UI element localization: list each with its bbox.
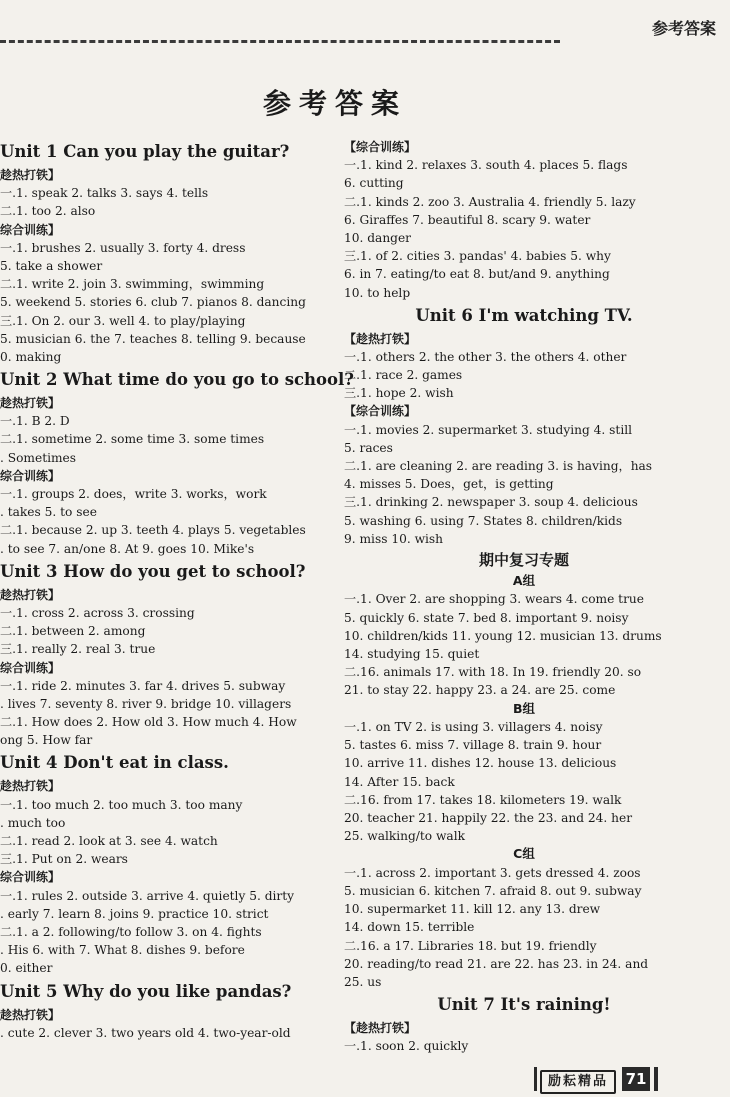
answer-line: 一.1. cross 2. across 3. crossing <box>0 605 195 620</box>
unit-title: Unit 1 Can you play the guitar? <box>0 142 290 161</box>
answer-line: . early 7. learn 8. joins 9. practice 10. strict <box>0 906 269 921</box>
answer-line: 一.1. Over 2. are shopping 3. wears 4. come true <box>344 592 644 607</box>
section-tag: 综合训练】 <box>0 660 61 675</box>
answer-line: 6. Giraffes 7. beautiful 8. scary 9. water <box>344 212 591 227</box>
footer-bar-right <box>654 1067 658 1091</box>
answer-line: 二.1. are cleaning 2. are reading 3. is having，has <box>344 459 653 473</box>
answer-line: 25. walking/to walk <box>344 829 465 844</box>
answer-line: 14. studying 15. quiet <box>344 647 480 661</box>
answer-line: 三.1. Put on 2. wears <box>0 852 128 867</box>
footer-bar-left <box>534 1067 537 1091</box>
answer-line: 二.1. too 2. also <box>0 204 96 219</box>
section-tag: 趁热打铁】 <box>0 587 61 602</box>
answer-line: 6. in 7. eating/to eat 8. but/and 9. anything <box>344 267 610 282</box>
section-tag: 综合训练】 <box>0 870 61 885</box>
answer-line: 一.1. movies 2. supermarket 3. studying 4. still <box>344 422 633 437</box>
answer-line: 二.16. animals 17. with 18. In 19. friendly 20. so <box>344 665 642 680</box>
answer-line: 一.1. rules 2. outside 3. arrive 4. quietly 5. dirty <box>0 888 295 903</box>
section-tag: 【综合训练】 <box>344 404 417 419</box>
answer-line: 5. weekend 5. stories 6. club 7. pianos 8. dancing <box>0 295 306 310</box>
answer-line: 二.16. a 17. Libraries 18. but 19. friendly <box>344 938 597 953</box>
section-tag: 趁热打铁】 <box>0 168 61 182</box>
answer-line: 二.1. kinds 2. zoo 3. Australia 4. friendly 5. lazy <box>344 194 636 209</box>
section-tag: 综合训练】 <box>0 468 61 483</box>
section-tag: 【趁热打铁】 <box>344 331 417 346</box>
answer-line: 一.1. on TV 2. is using 3. villagers 4. noisy <box>344 720 603 735</box>
footer-brand: 励耘精品 <box>540 1070 616 1094</box>
section-title: 期中复习专题 <box>478 550 569 569</box>
top-header-bar <box>0 0 730 48</box>
answer-line: 二.1. How does 2. How old 3. How much 4. How <box>0 715 297 730</box>
answer-line: 二.1. read 2. look at 3. see 4. watch <box>0 834 218 848</box>
answer-line: . cute 2. clever 3. two years old 4. two-year-old <box>0 1025 291 1040</box>
answer-line: 5. races <box>344 440 393 455</box>
answer-line: ong 5. How far <box>0 733 93 748</box>
answer-line: 一.1. ride 2. minutes 3. far 4. drives 5. subway <box>0 678 286 693</box>
answer-line: 5. musician 6. the 7. teaches 8. telling 9. because <box>0 331 306 346</box>
unit-title: Unit 3 How do you get to school? <box>0 561 306 581</box>
unit-title: Unit 5 Why do you like pandas? <box>0 981 292 1001</box>
answer-line: 5. take a shower <box>0 258 103 273</box>
answer-line: 10. arrive 11. dishes 12. house 13. delicious <box>344 756 617 771</box>
answer-line: 14. down 15. terrible <box>344 920 475 935</box>
answer-line: 5. musician 6. kitchen 7. afraid 8. out 9. subway <box>344 884 642 899</box>
answer-line: 10. supermarket 11. kill 12. any 13. drew <box>344 902 601 917</box>
section-tag: 综合训练】 <box>0 222 61 237</box>
section-tag: 【趁热打铁】 <box>344 1021 417 1036</box>
group-heading: B组 <box>512 700 536 716</box>
answer-line: 二.1. race 2. games <box>344 368 463 383</box>
section-tag: 趁热打铁】 <box>0 779 61 794</box>
answer-line: 10. danger <box>344 230 412 245</box>
answer-line: 14. After 15. back <box>344 774 455 789</box>
answer-line: . takes 5. to see <box>0 505 97 520</box>
answer-line: . His 6. with 7. What 8. dishes 9. before <box>0 943 245 958</box>
answer-line: 一.1. groups 2. does，write 3. works，work <box>0 487 267 501</box>
right-answer-column <box>344 138 704 1056</box>
group-heading: A组 <box>512 572 536 588</box>
answer-line: 一.1. B 2. D <box>0 414 70 429</box>
answer-line: 10. children/kids 11. young 12. musician 13. drums <box>344 628 662 643</box>
answer-line: 三.1. On 2. our 3. well 4. to play/playing <box>0 313 246 328</box>
answer-line: 一.1. speak 2. talks 3. says 4. tells <box>0 186 209 201</box>
answer-line: . to see 7. an/one 8. At 9. goes 10. Mike's <box>0 541 255 556</box>
section-tag: 趁热打铁】 <box>0 396 61 411</box>
answer-line: 二.1. write 2. join 3. swimming，swimming <box>0 277 265 292</box>
answer-line: . much too <box>0 815 66 830</box>
answer-line: . Sometimes <box>0 450 77 465</box>
header-label: 参考答案 <box>651 19 716 38</box>
answer-line: 一.1. others 2. the other 3. the others 4. other <box>344 349 627 364</box>
answer-line: 二.1. a 2. following/to follow 3. on 4. fights <box>0 924 262 939</box>
answer-line: 21. to stay 22. happy 23. a 24. are 25. come <box>344 683 616 698</box>
answer-line: 二.1. because 2. up 3. teeth 4. plays 5. vegetables <box>0 523 306 538</box>
answer-line: 6. cutting <box>344 176 404 191</box>
answer-line: 三.1. hope 2. wish <box>344 386 454 401</box>
unit-title: Unit 7 It's raining! <box>437 995 611 1015</box>
unit-title: Unit 4 Don't eat in class. <box>0 753 229 773</box>
header-dashed-divider <box>0 40 560 43</box>
answer-line: 0. either <box>0 961 53 976</box>
answer-line: 5. washing 6. using 7. States 8. children/kids <box>344 513 623 528</box>
left-answer-column <box>0 138 354 1042</box>
unit-title: Unit 2 What time do you go to school? <box>0 370 354 390</box>
answer-line: 0. making <box>0 349 62 364</box>
answer-line: 25. us <box>344 975 382 989</box>
answer-line: . lives 7. seventy 8. river 9. bridge 10. villagers <box>0 696 292 711</box>
answer-line: 9. miss 10. wish <box>344 531 444 546</box>
page-number: 71 <box>622 1067 650 1091</box>
answer-line: 5. quickly 6. state 7. bed 8. important 9. noisy <box>344 610 629 625</box>
answer-line: 三.1. really 2. real 3. true <box>0 642 156 657</box>
answer-line: 一.1. kind 2. relaxes 3. south 4. places 5. flags <box>344 158 628 173</box>
answer-line: 20. reading/to read 21. are 22. has 23. in 24. and <box>344 956 649 971</box>
answer-line: 二.1. between 2. among <box>0 624 146 639</box>
unit-title: Unit 6 I'm watching TV. <box>415 305 633 325</box>
answer-line: 5. tastes 6. miss 7. village 8. train 9. hour <box>344 738 602 753</box>
answer-line: 三.1. of 2. cities 3. pandas' 4. babies 5. why <box>344 249 611 264</box>
answer-line: 10. to help <box>344 285 411 300</box>
answer-line: 一.1. brushes 2. usually 3. forty 4. dress <box>0 240 246 255</box>
answer-line: 4. misses 5. Does，get，is getting <box>344 477 554 492</box>
answer-line: 一.1. too much 2. too much 3. too many <box>0 797 243 812</box>
answer-line: 一.1. soon 2. quickly <box>344 1039 469 1054</box>
answer-line: 20. teacher 21. happily 22. the 23. and 24. her <box>344 811 633 825</box>
section-tag: 【综合训练】 <box>344 140 417 154</box>
answer-line: 三.1. drinking 2. newspaper 3. soup 4. delicious <box>344 495 638 510</box>
section-tag: 趁热打铁】 <box>0 1007 61 1022</box>
answer-line: 二.1. sometime 2. some time 3. some times <box>0 432 265 447</box>
group-heading: C组 <box>513 846 535 862</box>
answer-line: 二.16. from 17. takes 18. kilometers 19. walk <box>344 792 622 807</box>
answer-line: 一.1. across 2. important 3. gets dressed 4. zoos <box>344 865 641 880</box>
page-title: 参考答案 <box>262 87 407 120</box>
